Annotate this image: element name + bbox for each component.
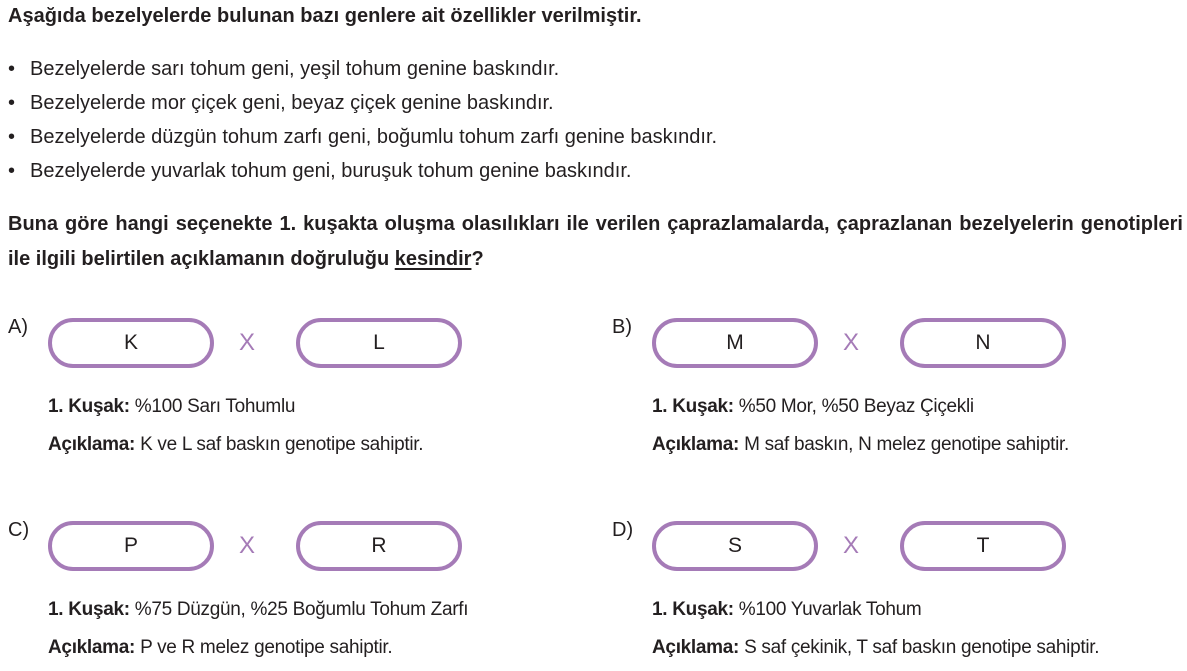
generation-label: 1. Kuşak: [48,396,130,417]
parent-1-pill: P [48,521,214,571]
bullet-icon: • [8,58,16,80]
fact-text: Bezelyelerde yuvarlak tohum geni, buruşuk tohum genine baskındır. [30,160,632,182]
parent-2-pill: L [296,318,462,368]
explanation-label: Açıklama: [652,637,740,658]
generation-line [48,396,295,418]
facts-list [8,56,717,192]
explanation-line [48,434,423,456]
generation-label: 1. Kuşak: [652,396,734,417]
question-emphasis: kesindir [394,248,472,270]
question-mark: ? [471,248,484,270]
fact-item [8,56,717,90]
cross-icon: X [239,532,256,559]
parent-2-pill: R [296,521,462,571]
option-letter: B) [612,316,632,338]
cross-icon: X [843,329,860,356]
generation-line [652,396,974,418]
explanation-value: S saf çekinik, T saf baskın genotipe sahiptir. [744,637,1100,658]
explanation-line [652,637,1099,659]
explanation-label: Açıklama: [48,434,136,455]
intro-text: Aşağıda bezelyelerde bulunan bazı genlere ait özellikler verilmiştir. [8,5,642,27]
fact-text: Bezelyelerde düzgün tohum zarfı geni, boğumlu tohum zarfı genine baskındır. [30,126,718,148]
fact-text: Bezelyelerde sarı tohum geni, yeşil tohum genine baskındır. [30,58,560,80]
generation-value: %75 Düzgün, %25 Boğumlu Tohum Zarfı [134,599,469,620]
parent-1-pill: K [48,318,214,368]
generation-label: 1. Kuşak: [48,599,130,620]
generation-line [652,599,921,621]
bullet-icon: • [8,126,16,148]
generation-label: 1. Kuşak: [652,599,734,620]
generation-value: %50 Mor, %50 Beyaz Çiçekli [738,396,974,417]
option-letter: C) [8,519,30,541]
parent-1-pill: M [652,318,818,368]
explanation-label: Açıklama: [652,434,740,455]
explanation-value: P ve R melez genotipe sahiptir. [140,637,393,658]
generation-value: %100 Sarı Tohumlu [134,396,296,417]
parent-2-pill: T [900,521,1066,571]
bullet-icon: • [8,92,16,114]
option-letter: A) [8,316,28,338]
question-text [8,207,1183,277]
question-main: Buna göre hangi seçenekte 1. kuşakta oluşma olasılıkları ile verilen çaprazlamalarda, çaprazlanan bezelyelerin genotipleri ile ilgili belirtilen açıklamanın doğruluğu [8,213,1183,270]
explanation-value: M saf baskın, N melez genotipe sahiptir. [744,434,1069,455]
parent-2-pill: N [900,318,1066,368]
generation-line [48,599,468,621]
generation-value: %100 Yuvarlak Tohum [738,599,922,620]
fact-item [8,158,717,192]
option-c[interactable] [8,519,568,669]
bullet-icon: • [8,160,16,182]
explanation-line [652,434,1069,456]
explanation-line [48,637,392,659]
fact-item [8,124,717,158]
cross-icon: X [239,329,256,356]
option-b[interactable] [612,316,1172,466]
option-letter: D) [612,519,634,541]
fact-text: Bezelyelerde mor çiçek geni, beyaz çiçek genine baskındır. [30,92,554,114]
explanation-value: K ve L saf baskın genotipe sahiptir. [140,434,424,455]
explanation-label: Açıklama: [48,637,136,658]
fact-item [8,90,717,124]
option-d[interactable] [612,519,1172,669]
parent-1-pill: S [652,521,818,571]
cross-icon: X [843,532,860,559]
option-a[interactable] [8,316,568,466]
